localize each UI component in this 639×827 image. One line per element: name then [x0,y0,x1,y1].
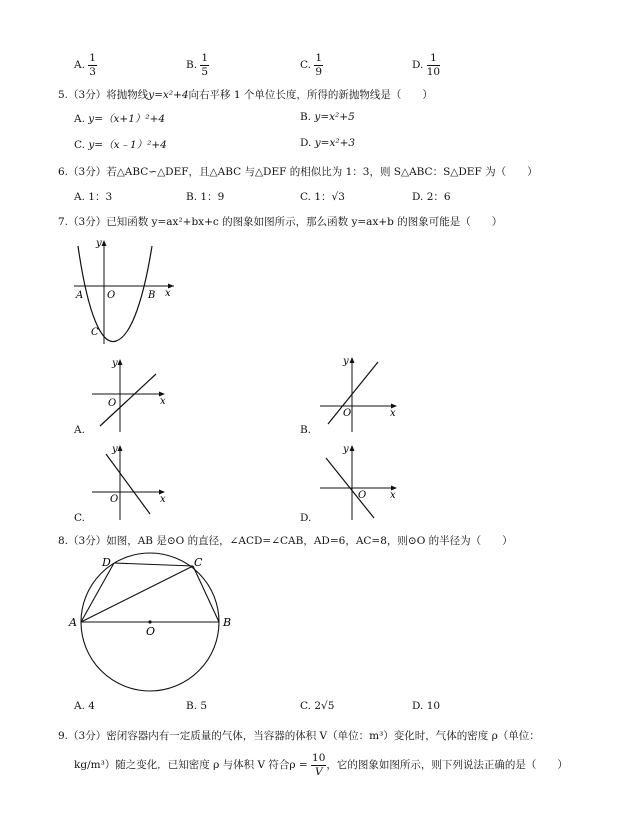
q9-line1: 9.（3分）密闭容器内有一定质量的气体，当容器的体积 V（单位：m³）变化时，气体的密度 ρ（单位： [58,730,540,742]
label-b: B [148,290,156,301]
q7-choice-c-label[interactable]: C. [74,512,85,524]
q8-choice-a[interactable]: A. 4 [74,700,95,712]
q6-choice-a[interactable]: A. 1：3 [74,191,113,203]
q5-choice-a[interactable]: A. y=（x+1）²+4 [74,113,166,125]
svg-text:O: O [343,408,352,419]
q8-choice-d[interactable]: D. 10 [412,700,441,712]
fraction: $\frac{1}{3}$ [89,52,96,78]
q7-choice-a-graph[interactable] [88,356,168,434]
svg-text:C: C [194,556,203,569]
label-c: C [91,327,99,338]
q8-choice-b[interactable]: B. 5 [186,700,208,712]
fraction: $\frac{1}{10}$ [426,52,441,78]
q4-choice-a[interactable]: A. $\frac{1}{3}$ [74,52,96,78]
svg-text:D: D [102,556,111,569]
q7-choice-b-label[interactable]: B. [300,424,312,436]
svg-text:x: x [390,490,396,501]
q6-choice-d[interactable]: D. 2：6 [412,191,451,203]
line-graph [106,454,150,514]
segment-cb [193,566,219,622]
q4-choice-c[interactable]: C. $\frac{1}{9}$ [300,52,323,78]
q4-choice-b[interactable]: B. $\frac{1}{5}$ [186,52,209,78]
label-origin: O [107,290,116,301]
q5-stem: 5.（3分）将抛物线y=x²+4向右平移 1 个单位长度，所得的新抛物线是（ ） [58,89,433,101]
q7-choice-d-graph[interactable] [316,442,400,522]
q6-choice-b[interactable]: B. 1：9 [186,191,225,203]
q9-line2: kg/m³）随之变化．已知密度 ρ 与体积 V 符合ρ = $\frac{10}{V}$ ，它的图象如图所示，则下列说法正确的是（ ） [74,752,568,778]
q6-choice-c[interactable]: C. 1：√3 [300,191,345,203]
q8-stem: 8.（3分）如图，AB 是⊙O 的直径，∠ACD=∠CAB，AD=6，AC=8，则⊙O 的半径为（ ） [58,535,513,547]
svg-text:x: x [160,494,166,505]
q5-choice-c[interactable]: C. y=（x﹣1）²+4 [74,139,167,151]
q7-choice-b-graph[interactable] [316,354,400,434]
rho-fraction: $\frac{10}{V}$ [312,752,326,778]
segment-dc [114,563,193,566]
svg-text:y: y [343,444,349,455]
svg-text:O: O [358,490,367,501]
q7-choice-a-label[interactable]: A. [74,424,85,436]
segment-ac [81,566,193,622]
fraction: $\frac{1}{5}$ [201,52,209,78]
fraction: $\frac{1}{9}$ [315,52,323,78]
center-point [148,620,151,623]
q8-circle-figure [68,552,240,694]
svg-text:y: y [112,358,118,369]
svg-text:y: y [112,444,118,455]
svg-text:A: A [69,616,77,629]
svg-text:x: x [160,396,166,407]
q7-choice-c-graph[interactable] [88,442,168,522]
q7-choice-d-label[interactable]: D. [300,512,312,524]
label-x: x [165,288,171,299]
q5-choice-d[interactable]: D. y=x²+3 [300,137,356,149]
svg-text:B: B [223,616,232,629]
q6-stem: 6.（3分）若△ABC∽△DEF，且△ABC 与△DEF 的相似比为 1：3，则 S△ABC：S△DEF 为（ ） [58,166,538,178]
q7-stem: 7.（3分）已知函数 y=ax²+bx+c 的图象如图所示，那么函数 y=ax+b 的图象可能是（ ） [58,216,503,228]
svg-text:O: O [108,398,117,409]
svg-text:y: y [343,356,349,367]
svg-text:O: O [146,625,156,638]
svg-text:x: x [390,408,396,419]
label-y: y [96,238,102,249]
line-graph [328,362,378,424]
svg-text:O: O [110,494,119,505]
q8-choice-c[interactable]: C. 2√5 [300,700,335,712]
q7-parabola-figure [64,236,179,348]
q5-choice-b[interactable]: B. y=x²+5 [300,111,355,123]
q4-choice-d[interactable]: D. $\frac{1}{10}$ [412,52,441,78]
y-axis-arrow [102,240,107,246]
label-a: A [76,290,84,301]
